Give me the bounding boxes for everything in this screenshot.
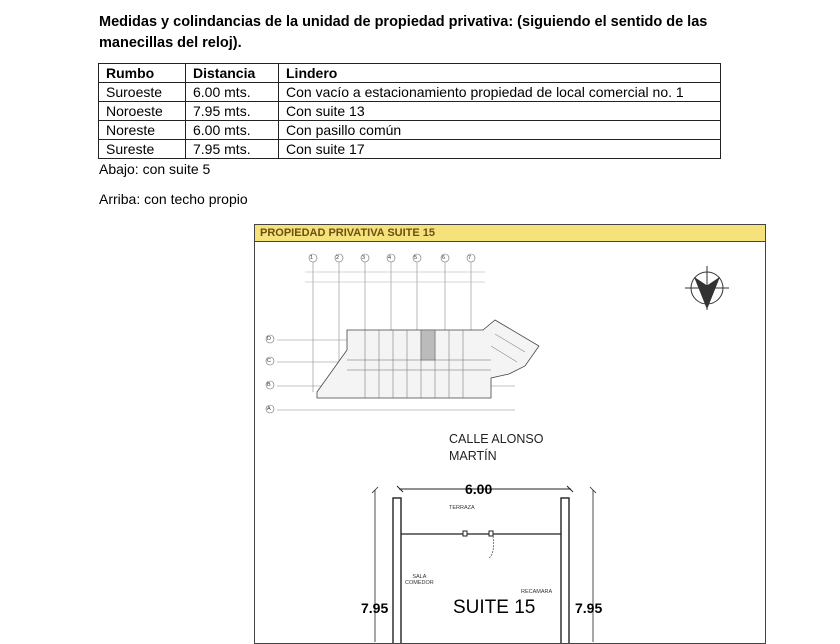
street-line-1: CALLE ALONSO <box>449 432 544 446</box>
note-above: Arriba: con techo propio <box>99 191 248 207</box>
page-heading: Medidas y colindancias de la unidad de propiedad privativa: (siguiendo el sentido de las manecillas del reloj). <box>99 14 708 51</box>
note-below: Abajo: con suite 5 <box>99 161 211 177</box>
sala-line-1: SALA <box>412 574 427 580</box>
cell-rumbo: Noroeste <box>99 102 186 121</box>
cell-rumbo: Suroeste <box>99 83 186 102</box>
floor-plan <box>254 224 766 644</box>
axis-letter-a: A <box>267 406 271 412</box>
axis-letter-b: B <box>267 382 271 388</box>
header-distancia: Distancia <box>186 64 279 83</box>
axis-number-markers <box>309 254 475 262</box>
cell-lindero: Con suite 13 <box>279 102 721 121</box>
axis-letter-markers <box>266 335 274 413</box>
sala-line-2: COMEDOR <box>405 580 434 586</box>
axis-letter-c: C <box>267 358 271 364</box>
plan-title: PROPIEDAD PRIVATIVA SUITE 15 <box>255 225 765 242</box>
boundaries-table <box>98 63 721 159</box>
cell-rumbo: Sureste <box>99 140 186 159</box>
header-lindero: Lindero <box>279 64 721 83</box>
table-row <box>99 83 721 102</box>
room-label-recamara: RECAMARA <box>521 589 553 595</box>
cell-lindero: Con suite 17 <box>279 140 721 159</box>
street-line-2: MARTÍN <box>449 449 497 463</box>
room-label-terraza: TERRAZA <box>449 505 475 511</box>
suite-plan <box>372 486 596 644</box>
right-dimension: 7.95 <box>575 600 603 616</box>
axis-number-6: 6 <box>442 255 446 261</box>
axis-number-1: 1 <box>310 255 314 261</box>
axis-number-3: 3 <box>362 255 366 261</box>
header-rumbo: Rumbo <box>99 64 186 83</box>
axis-number-2: 2 <box>336 255 340 261</box>
table-row <box>99 102 721 121</box>
left-dimension: 7.95 <box>361 600 389 616</box>
cell-lindero: Con pasillo común <box>279 121 721 140</box>
cell-distancia: 6.00 mts. <box>186 83 279 102</box>
axis-letter-d: D <box>267 336 271 342</box>
axis-number-7: 7 <box>468 255 472 261</box>
cell-rumbo: Noreste <box>99 121 186 140</box>
table-row <box>99 140 721 159</box>
axis-number-4: 4 <box>388 255 392 261</box>
cell-lindero: Con vacío a estacionamiento propiedad de local comercial no. 1 <box>279 83 721 102</box>
cell-distancia: 6.00 mts. <box>186 121 279 140</box>
cell-distancia: 7.95 mts. <box>186 140 279 159</box>
suite-label: SUITE 15 <box>453 597 536 618</box>
north-arrow-icon <box>685 266 729 310</box>
cell-distancia: 7.95 mts. <box>186 102 279 121</box>
room-label-sala <box>405 574 434 586</box>
width-dimension: 6.00 <box>465 481 493 497</box>
street-label <box>449 431 544 465</box>
axis-number-5: 5 <box>414 255 418 261</box>
table-header-row <box>99 64 721 83</box>
suite-15-highlight <box>421 330 435 360</box>
table-row <box>99 121 721 140</box>
